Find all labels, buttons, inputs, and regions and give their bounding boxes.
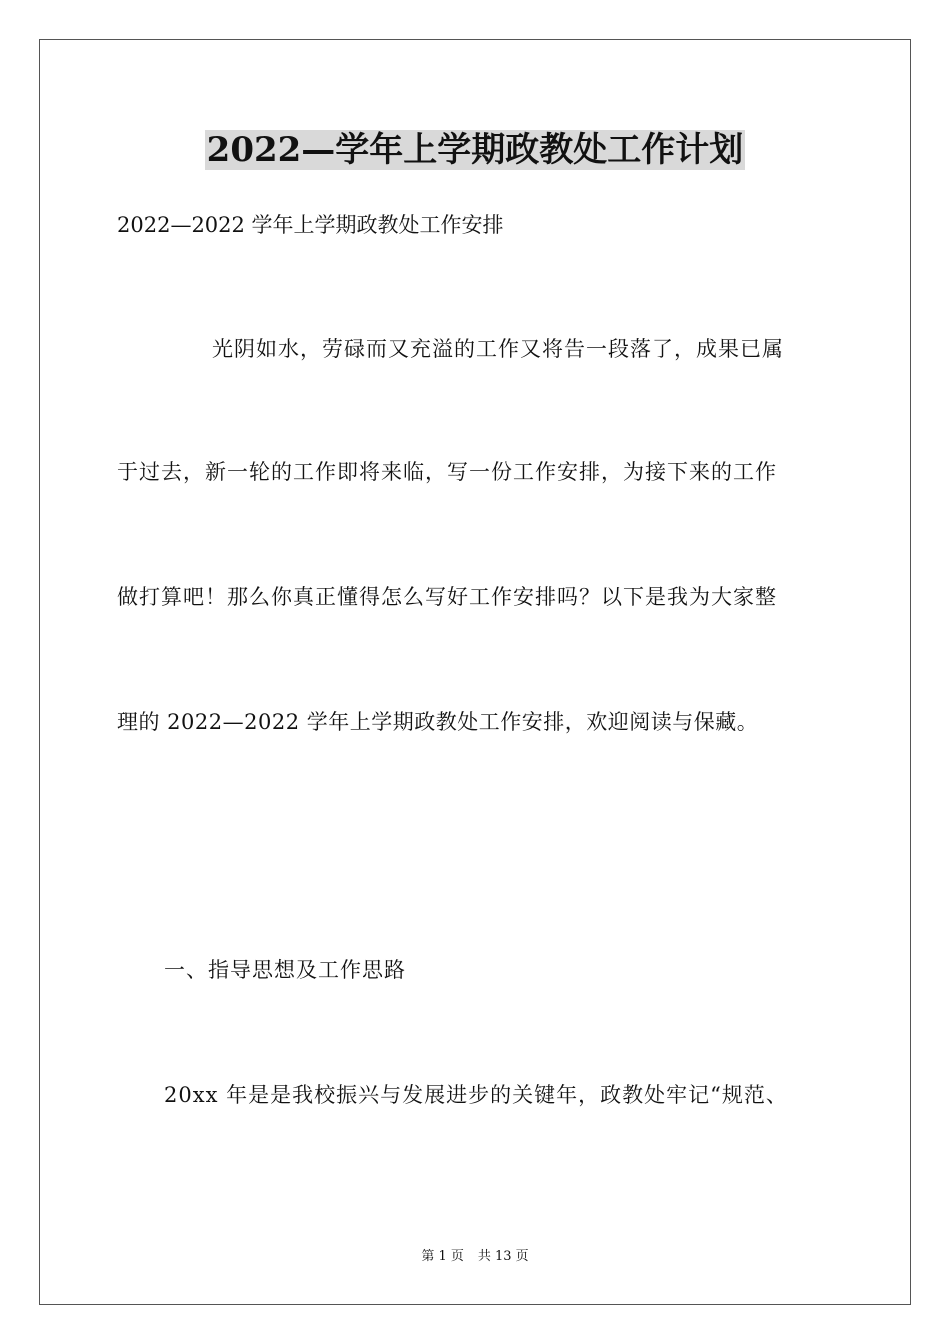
- document-title: [0, 128, 950, 172]
- section-paragraph-line: 20xx 年是是我校振兴与发展进步的关键年，政教处牢记“规范、: [164, 1083, 788, 1107]
- intro-line-2: 于过去，新一轮的工作即将来临，写一份工作安排，为接下来的工作: [117, 460, 777, 484]
- section-heading: 一、指导思想及工作思路: [164, 958, 406, 982]
- page-number: 第 1 页: [421, 1249, 464, 1264]
- page-count: 共 13 页: [477, 1249, 529, 1264]
- document-subtitle: 2022—2022 学年上学期政教处工作安排: [117, 213, 504, 237]
- intro-line-1: 光阴如水，劳碌而又充溢的工作又将告一段落了，成果已属: [212, 337, 784, 361]
- document-title-text: 2022—学年上学期政教处工作计划: [206, 130, 744, 170]
- page-footer: [0, 1248, 950, 1266]
- intro-line-4: 理的 2022—2022 学年上学期政教处工作安排，欢迎阅读与保藏。: [117, 710, 759, 734]
- intro-line-3: 做打算吧！那么你真正懂得怎么写好工作安排吗？以下是我为大家整: [117, 585, 777, 609]
